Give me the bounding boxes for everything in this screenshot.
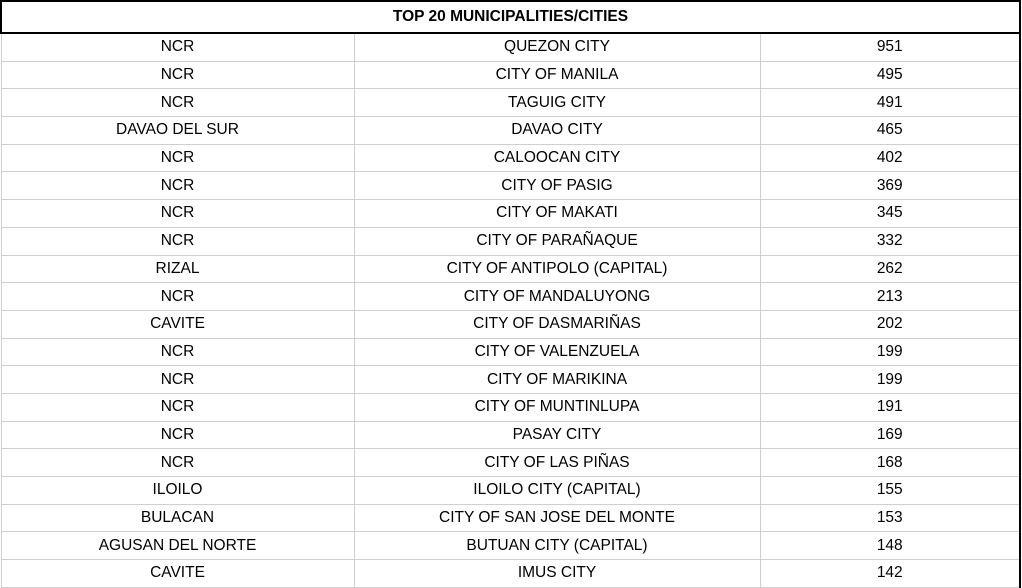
- count-cell[interactable]: 169: [760, 421, 1020, 449]
- province-cell[interactable]: NCR: [1, 421, 354, 449]
- city-cell[interactable]: CITY OF SAN JOSE DEL MONTE: [354, 504, 760, 532]
- province-cell[interactable]: RIZAL: [1, 255, 354, 283]
- city-cell[interactable]: CITY OF DASMARIÑAS: [354, 310, 760, 338]
- city-cell[interactable]: CITY OF MARIKINA: [354, 366, 760, 394]
- province-cell[interactable]: NCR: [1, 366, 354, 394]
- count-cell[interactable]: 345: [760, 200, 1020, 228]
- count-cell[interactable]: 495: [760, 61, 1020, 89]
- province-cell[interactable]: NCR: [1, 144, 354, 172]
- table-row: [1, 310, 1020, 338]
- count-cell[interactable]: 332: [760, 227, 1020, 255]
- province-cell[interactable]: NCR: [1, 283, 354, 311]
- count-cell[interactable]: 191: [760, 393, 1020, 421]
- city-cell[interactable]: CITY OF MAKATI: [354, 200, 760, 228]
- city-cell[interactable]: CITY OF MANILA: [354, 61, 760, 89]
- province-cell[interactable]: NCR: [1, 200, 354, 228]
- province-cell[interactable]: NCR: [1, 338, 354, 366]
- count-cell[interactable]: 199: [760, 338, 1020, 366]
- province-cell[interactable]: NCR: [1, 449, 354, 477]
- count-cell[interactable]: 142: [760, 560, 1020, 588]
- city-cell[interactable]: PASAY CITY: [354, 421, 760, 449]
- count-cell[interactable]: 148: [760, 532, 1020, 560]
- table-row: [1, 33, 1020, 61]
- table-row: [1, 393, 1020, 421]
- table-row: [1, 255, 1020, 283]
- province-cell[interactable]: NCR: [1, 172, 354, 200]
- province-cell[interactable]: CAVITE: [1, 560, 354, 588]
- city-cell[interactable]: BUTUAN CITY (CAPITAL): [354, 532, 760, 560]
- count-cell[interactable]: 369: [760, 172, 1020, 200]
- province-cell[interactable]: AGUSAN DEL NORTE: [1, 532, 354, 560]
- count-cell[interactable]: 491: [760, 89, 1020, 117]
- table-row: [1, 89, 1020, 117]
- province-cell[interactable]: NCR: [1, 33, 354, 61]
- province-cell[interactable]: NCR: [1, 227, 354, 255]
- city-cell[interactable]: ILOILO CITY (CAPITAL): [354, 477, 760, 505]
- table-row: [1, 560, 1020, 588]
- count-cell[interactable]: 951: [760, 33, 1020, 61]
- table-row: [1, 532, 1020, 560]
- province-cell[interactable]: ILOILO: [1, 477, 354, 505]
- city-cell[interactable]: IMUS CITY: [354, 560, 760, 588]
- table-row: [1, 504, 1020, 532]
- table-row: [1, 421, 1020, 449]
- province-cell[interactable]: NCR: [1, 61, 354, 89]
- table-row: [1, 366, 1020, 394]
- table-row: [1, 283, 1020, 311]
- count-cell[interactable]: 402: [760, 144, 1020, 172]
- province-cell[interactable]: NCR: [1, 393, 354, 421]
- province-cell[interactable]: NCR: [1, 89, 354, 117]
- count-cell[interactable]: 465: [760, 117, 1020, 145]
- province-cell[interactable]: BULACAN: [1, 504, 354, 532]
- table-row: [1, 117, 1020, 145]
- city-cell[interactable]: CITY OF MANDALUYONG: [354, 283, 760, 311]
- count-cell[interactable]: 153: [760, 504, 1020, 532]
- table-title[interactable]: TOP 20 MUNICIPALITIES/CITIES: [1, 1, 1020, 33]
- city-cell[interactable]: CITY OF LAS PIÑAS: [354, 449, 760, 477]
- count-cell[interactable]: 202: [760, 310, 1020, 338]
- table-row: [1, 477, 1020, 505]
- city-cell[interactable]: CITY OF VALENZUELA: [354, 338, 760, 366]
- count-cell[interactable]: 155: [760, 477, 1020, 505]
- province-cell[interactable]: DAVAO DEL SUR: [1, 117, 354, 145]
- city-cell[interactable]: CALOOCAN CITY: [354, 144, 760, 172]
- table-body: [1, 33, 1020, 587]
- city-cell[interactable]: CITY OF ANTIPOLO (CAPITAL): [354, 255, 760, 283]
- city-cell[interactable]: CITY OF PASIG: [354, 172, 760, 200]
- city-cell[interactable]: CITY OF MUNTINLUPA: [354, 393, 760, 421]
- table-row: [1, 200, 1020, 228]
- city-cell[interactable]: DAVAO CITY: [354, 117, 760, 145]
- table-title-row: [1, 1, 1020, 33]
- city-cell[interactable]: CITY OF PARAÑAQUE: [354, 227, 760, 255]
- table-row: [1, 449, 1020, 477]
- table-row: [1, 227, 1020, 255]
- province-cell[interactable]: CAVITE: [1, 310, 354, 338]
- count-cell[interactable]: 168: [760, 449, 1020, 477]
- count-cell[interactable]: 213: [760, 283, 1020, 311]
- count-cell[interactable]: 199: [760, 366, 1020, 394]
- city-cell[interactable]: TAGUIG CITY: [354, 89, 760, 117]
- table-row: [1, 61, 1020, 89]
- table-row: [1, 338, 1020, 366]
- city-cell[interactable]: QUEZON CITY: [354, 33, 760, 61]
- table-row: [1, 172, 1020, 200]
- count-cell[interactable]: 262: [760, 255, 1020, 283]
- table-row: [1, 144, 1020, 172]
